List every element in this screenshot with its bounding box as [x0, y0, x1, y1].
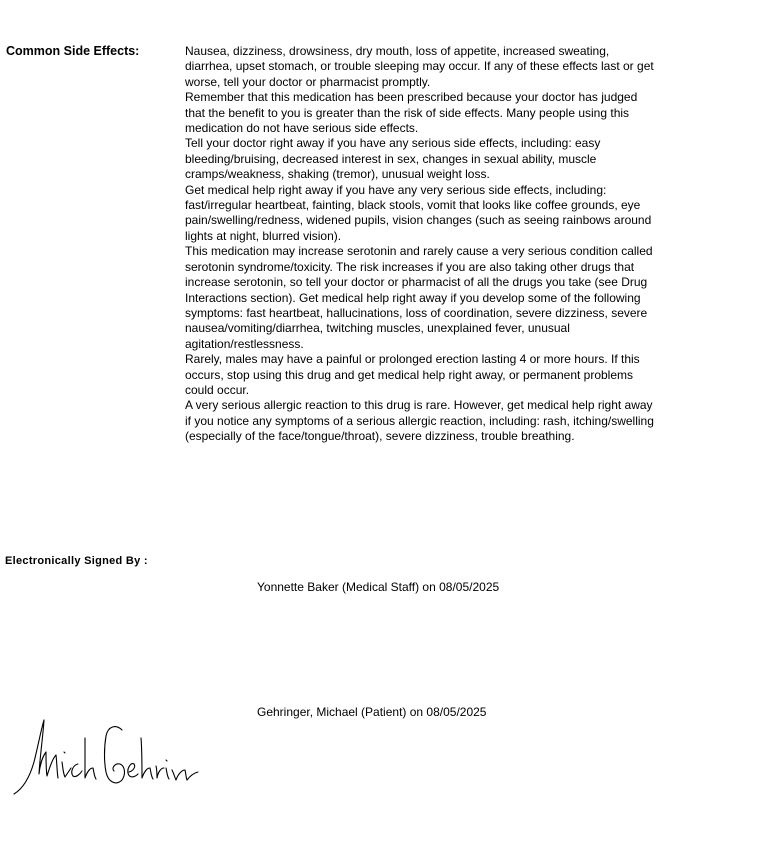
signature-stroke: [166, 760, 167, 761]
signature-stroke: [62, 762, 71, 777]
side-effects-paragraph: Tell your doctor right away if you have any serious side effects, including: easy bleeding/bruising, decreased interest in sex, changes in sexual ability, muscle cramps/weakness, shaking (tremor), unusual weight loss.: [185, 136, 601, 182]
patient-signer: Gehringer, Michael (Patient) on 08/05/2025: [257, 705, 487, 719]
signature-stroke: [156, 766, 164, 778]
side-effects-paragraph: Rarely, males may have a painful or prolonged erection lasting 4 or more hours. If this occurs, stop using this drug and get medical help right away, or permanent problems could occur.: [185, 352, 640, 397]
side-effects-paragraph: Get medical help right away if you have any very serious side effects, including: fast/irregular heartbeat, fainting, black stools, vomit that looks like coffee grounds, eye pain/swelling/redness, widened pupils, vision changes (such as seeing rainbows around lights at night, blurred vision).: [185, 182, 652, 243]
side-effects-label: Common Side Effects:: [6, 44, 140, 58]
handwritten-signature: [10, 716, 200, 800]
signature-stroke: [85, 738, 96, 779]
side-effects-paragraph: Remember that this medication has been prescribed because your doctor has judged that the benefit to you is greater than the risk of side effects. Many people using this medication do not have serious side effects.: [185, 90, 638, 136]
signature-stroke: [14, 720, 58, 794]
side-effects-paragraph: A very serious allergic reaction to this drug is rare. However, get medical help right away if you notice any symptoms of a serious allergic reaction, including: rash, itching/swelling (especially of the face/tongue/throat), severe dizziness, trouble breathing.: [185, 398, 654, 444]
signed-by-label: Electronically Signed By :: [5, 555, 148, 567]
side-effects-paragraph: This medication may increase serotonin and rarely cause a very serious condition called serotonin syndrome/toxicity. The risk increases if you are also taking other drugs that increase serotonin, so tell your doctor or pharmacist of all the drugs you take (see Drug Interactions section). Get medical help right away if you develop some of the following symptoms: fast heartbeat, hallucinations, loss of coordination, severe dizziness, severe nausea/vomiting/diarrhea, twitching muscles, unexplained fever, unusual agitation/restlessness.: [185, 244, 653, 351]
staff-signer: Yonnette Baker (Medical Staff) on 08/05/2025: [257, 580, 500, 594]
signature-stroke: [172, 770, 198, 780]
signature-stroke: [166, 768, 169, 779]
signature-stroke: [72, 764, 82, 777]
signature-stroke: [105, 727, 125, 783]
signature-stroke: [141, 738, 153, 779]
side-effects-paragraph: Nausea, dizziness, drowsiness, dry mouth, loss of appetite, increased sweating, diarrhea, upset stomach, or trouble sleeping may occur. If any of these effects last or get worse, tell your doctor or pharmacist promptly.: [185, 44, 654, 89]
signature-stroke: [128, 764, 138, 777]
side-effects-text: [185, 44, 655, 445]
signature-stroke: [64, 752, 65, 753]
